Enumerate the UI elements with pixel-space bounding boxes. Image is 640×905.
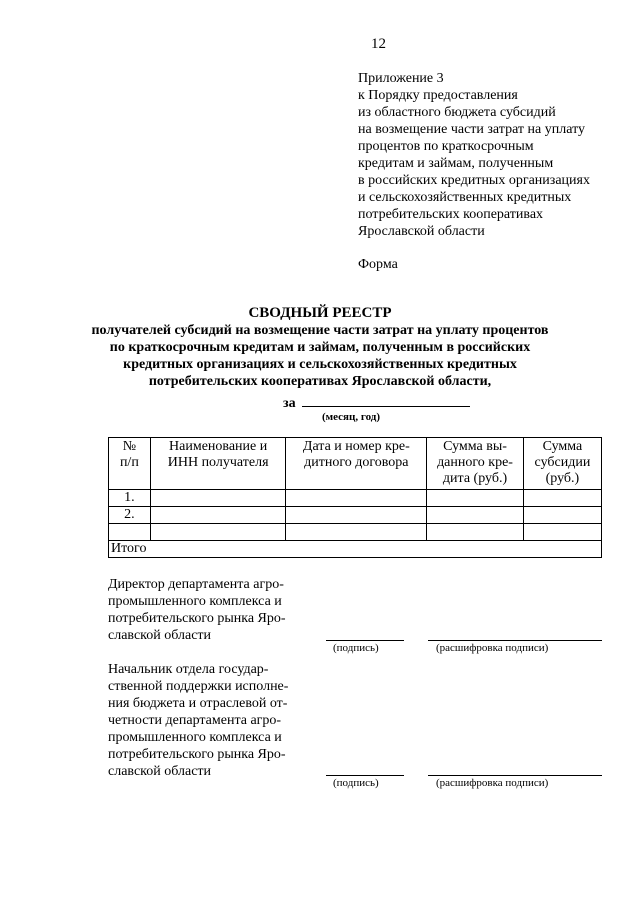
- table-cell: [109, 524, 151, 541]
- subtitle-line: кредитных организациях и сельскохозяйственных кредитных: [123, 357, 517, 372]
- table-total-row: [109, 541, 602, 558]
- document-title: СВОДНЫЙ РЕЕСТР: [248, 305, 392, 321]
- table-row: [109, 490, 602, 507]
- period-prefix: за: [283, 396, 296, 411]
- subtitle-line: получателей субсидий на возмещение части затрат на уплату процентов: [91, 323, 549, 338]
- table-cell: [150, 507, 286, 524]
- appendix-line: потребительских кооперативах: [358, 207, 544, 222]
- table-cell: [150, 524, 286, 541]
- table-row: [109, 507, 602, 524]
- appendix-line: кредитам и займам, полученным: [358, 156, 554, 171]
- signature-decode-line: [428, 775, 602, 776]
- appendix-line: к Порядку предоставления: [358, 88, 518, 103]
- appendix-line: в российских кредитных организациях: [358, 173, 590, 188]
- total-label: Итого: [109, 541, 602, 558]
- header-credit-amount: Сумма вы- данного кре- дита (руб.): [427, 438, 524, 490]
- period-blank-line: [302, 393, 470, 407]
- signature-position-director: Директор департамента агро- промышленного комплекса и потребительского рынка Яро- славской области: [108, 577, 286, 643]
- table-cell: [286, 490, 427, 507]
- table-cell: [523, 490, 601, 507]
- subtitle-line: по краткосрочным кредитам и займам, полученным в российских: [109, 340, 531, 355]
- signature-line: [326, 640, 404, 641]
- appendix-line: из областного бюджета субсидий: [358, 105, 556, 120]
- table-cell: [286, 507, 427, 524]
- signature-decode-line: [428, 640, 602, 641]
- period-hint: (месяц, год): [322, 411, 380, 423]
- table-row: [109, 524, 602, 541]
- table-cell: [427, 524, 524, 541]
- signature-line: [326, 775, 404, 776]
- table-cell: [523, 524, 601, 541]
- table-cell: [150, 490, 286, 507]
- table-cell: [427, 507, 524, 524]
- registry-table: [108, 437, 602, 558]
- appendix-line: Ярославской области: [358, 224, 485, 239]
- subtitle-line: потребительских кооперативах Ярославской области,: [148, 374, 492, 389]
- table-cell: [523, 507, 601, 524]
- table-header-row: [109, 438, 602, 490]
- header-contract: Дата и номер кре- дитного договора: [286, 438, 427, 490]
- signature-position-head-of-department: Начальник отдела государ- ственной поддержки исполне- ния бюджета и отраслевой от- четности департамента агро- промышленного комплекса и потребительского рынка Яро- славской области: [108, 662, 289, 779]
- document-subtitle: [0, 322, 640, 390]
- appendix-line: процентов по краткосрочным: [358, 139, 534, 154]
- header-subsidy-amount: Сумма субсидии (руб.): [523, 438, 601, 490]
- appendix-line: на возмещение части затрат на уплату: [358, 122, 586, 137]
- table-cell: 1.: [109, 490, 151, 507]
- signature-caption: (подпись): [333, 642, 379, 654]
- signature-caption: (подпись): [333, 777, 379, 789]
- header-number: № п/п: [109, 438, 151, 490]
- table-cell: 2.: [109, 507, 151, 524]
- signature-decode-caption: (расшифровка подписи): [436, 777, 549, 789]
- form-label: Форма: [358, 257, 398, 272]
- table-cell: [427, 490, 524, 507]
- signature-decode-caption: (расшифровка подписи): [436, 642, 549, 654]
- appendix-line: Приложение 3: [358, 71, 444, 86]
- period-field: [283, 393, 470, 412]
- header-recipient: Наименование и ИНН получателя: [150, 438, 286, 490]
- appendix-line: и сельскохозяйственных кредитных: [358, 190, 572, 205]
- table-cell: [286, 524, 427, 541]
- page-number: 12: [371, 36, 386, 52]
- appendix-header: [358, 70, 590, 240]
